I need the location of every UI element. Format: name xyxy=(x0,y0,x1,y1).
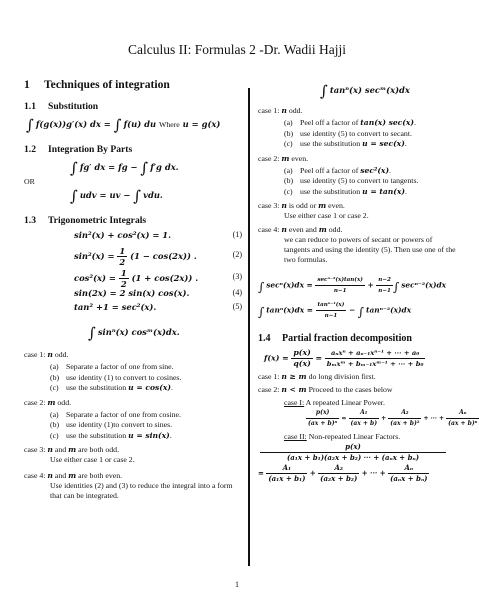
pfd-case-I: case I: A repeated Linear Power. xyxy=(284,398,385,407)
left-case-2-variable: m xyxy=(47,397,56,407)
identity-3: cos²(x) = $\frac{1}{2}$ (1 + cos(2x)) . (3) xyxy=(74,268,242,289)
nonrepeated-linear-formula: $\frac{p(x)}{\text{(a₁x + b₁)(a₂x + b₂) ··· + (aₙx + bₙ)}}$ = $\frac{\text{A₁}}{\text{(a₁x + b₁)}}$ + $\frac{\text{A₂}}{\text{(a₂x + b₂)}}$ + ··· + $\frac{\text{Aₙ}}{\text{(aₙx + bₙ)}}$ xyxy=(274,442,458,484)
list-item: (a) Separate a factor of one from sine. xyxy=(50,362,174,371)
list-item: (a) Peel off a factor of sec²(x). xyxy=(284,165,391,175)
right-case-4-note: we can reduce to powers of secant or powers of tangents and using the identity (5). Then use one of the two formulas. xyxy=(284,235,456,264)
page-title: Calculus II: Formulas 2 -Dr. Wadii Hajji xyxy=(127,42,346,57)
subsection-1-2-heading xyxy=(24,144,242,155)
right-case-3-label: case 3: xyxy=(258,201,280,210)
identity-1: sin²(x) + cos²(x) = 1. (1) xyxy=(74,230,242,240)
page-number: 1 xyxy=(235,580,239,589)
right-case-2-steps xyxy=(284,166,458,198)
subsection-1-1-title: Substitution xyxy=(48,101,99,112)
substitution-formula: ∫ f(g(x))g′(x) dx = ∫ f(u) du Where u = g(x) xyxy=(26,116,221,134)
subsection-1-3-title: Trigonometric Integrals xyxy=(48,215,147,226)
list-item: (b) use identity (5) to convert to tangents. xyxy=(284,176,419,185)
pfd-case-1: case 1: n ≥ m do long division first. xyxy=(258,372,376,381)
list-item: (c) use the substitution u = sec(x). xyxy=(284,139,407,148)
list-item: (c) use the substitution u = tan(x). xyxy=(284,186,407,196)
subsection-1-1-heading xyxy=(24,101,242,112)
left-case-1-label: case 1: xyxy=(24,350,46,359)
right-case-1: case 1: n odd. xyxy=(258,106,303,115)
right-case-2-label: case 2: xyxy=(258,153,280,163)
section-1-heading xyxy=(24,78,242,91)
column-divider xyxy=(248,88,250,566)
left-case-1-steps xyxy=(50,362,242,394)
eq-number-4: (4) xyxy=(232,288,242,297)
integration-by-parts-formula-1: ∫ fg′ dx = fg − ∫ f′g dx. xyxy=(70,159,179,177)
subsection-1-3-heading xyxy=(24,215,242,226)
sin-cos-integral: ∫ sinⁿ(x) cosᵐ(x)dx. xyxy=(88,324,180,342)
left-case-4-label: case 4: xyxy=(24,471,46,480)
subsection-1-1-number: 1.1 xyxy=(24,101,36,112)
eq-number-3: (3) xyxy=(232,272,242,281)
section-1-title: Techniques of integration xyxy=(44,78,170,91)
right-case-2: case 2: m even. xyxy=(258,153,309,163)
identity-5: tan² +1 = sec²(x). (5) xyxy=(74,302,242,312)
subsection-1-4-title: Partial fraction decomposition xyxy=(282,333,412,344)
partial-fraction-definition: f(x) = $\frac{p(x)}{q(x)}$ = $\frac{\text{aₙxⁿ + aₙ₋₁xⁿ⁻¹ + ··· + a₀}}{\text{bₘxᵐ + bₘ₋₁xᵐ⁻¹ + ··· + b₀}}$ xyxy=(264,348,424,368)
section-1-number: 1 xyxy=(24,78,30,91)
subsection-1-4-number: 1.4 xyxy=(258,333,271,344)
list-item: (a) Peel off a factor of tan(x) sec(x). xyxy=(284,118,416,127)
left-case-3-label: case 3: xyxy=(24,445,46,454)
left-case-1-variable: n xyxy=(47,350,53,359)
subsection-1-3-number: 1.3 xyxy=(24,215,36,226)
left-case-2-label: case 2: xyxy=(24,397,46,407)
secant-reduction-formula: ∫ secⁿ(x)dx = $\frac{\text{secⁿ⁻²(x)tan(x)}}{n-1}$ + $\frac{n-2}{n-1}$ ∫ secⁿ⁻²(x)dx xyxy=(258,277,447,294)
subsection-1-4-heading xyxy=(258,333,458,344)
right-case-1-label: case 1: xyxy=(258,106,280,115)
left-case-2 xyxy=(24,398,242,408)
left-case-2-steps xyxy=(50,410,242,442)
eq-number-5: (5) xyxy=(232,302,242,311)
eq-number-1: (1) xyxy=(232,230,242,239)
integration-by-parts-formula-2: ∫ udv = uv − ∫ vdu. xyxy=(70,187,163,205)
right-case-4-label: case 4: xyxy=(258,225,280,234)
eq-number-2: (2) xyxy=(232,250,242,259)
list-item: (c) use the substitution u = cos(x). xyxy=(50,383,173,392)
left-case-3: case 3: n and m are both odd. xyxy=(24,445,120,454)
left-case-1 xyxy=(24,350,242,360)
right-case-1-steps xyxy=(284,118,458,150)
subsection-1-2-number: 1.2 xyxy=(24,144,36,155)
identity-4: sin(2x) = 2 sin(x) cos(x). (4) xyxy=(74,288,242,298)
list-item: (c) use the substitution u = sin(x). xyxy=(50,430,172,440)
left-column xyxy=(24,78,242,501)
left-case-2-condition: odd. xyxy=(57,397,72,407)
left-case-4-note: Use identities (2) and (3) to reduce the integral into a form that can be integrated. xyxy=(50,481,233,500)
list-item: (a) Separate a factor of one from cosine. xyxy=(50,409,181,419)
list-item: (b) use identity (5) to convert to secant. xyxy=(284,128,412,138)
list-item: (b) use identity (1)to convert to sines. xyxy=(50,420,173,429)
where-word: Where xyxy=(158,120,180,129)
tan-sec-integral: ∫ tanⁿ(x) secᵐ(x)dx xyxy=(320,82,410,100)
right-case-4: case 4: n even and m odd. xyxy=(258,225,343,234)
right-case-3: case 3: n is odd or m even. xyxy=(258,201,345,210)
right-column xyxy=(258,82,478,484)
pfd-case-II: case II: Non-repeated Linear Factors. xyxy=(284,432,401,441)
left-case-3-note: Use either case 1 or case 2. xyxy=(50,455,135,464)
pfd-case-2: case 2: n < m Proceed to the cases below xyxy=(258,385,393,394)
subsection-1-2-title: Integration By Parts xyxy=(48,144,133,155)
left-case-4: case 4: n and m are both even. xyxy=(24,471,123,480)
repeated-linear-formula: $\frac{p(x)}{\text{(ax + b)ⁿ}}$ = $\frac{\text{A₁}}{(ax + b)}$ + $\frac{\text{A₂}}{\text{(ax + b)²}}$ + ··· + $\frac{\text{Aₙ}}{\text{(ax + b)ⁿ}}$ xyxy=(308,409,478,427)
right-case-3-note: Use either case 1 or case 2. xyxy=(284,211,369,220)
left-case-1-condition: odd. xyxy=(54,350,69,359)
or-label: OR xyxy=(24,177,35,186)
list-item: (b) use identity (1) to convert to cosines. xyxy=(50,372,182,382)
identity-2: sin²(x) = $\frac{1}{2}$ (1 − cos(2x)) . (2) xyxy=(74,246,242,267)
tangent-reduction-formula: ∫ tanⁿ(x)dx = $\frac{\text{tanⁿ⁻¹(x)}}{n-1}$ − ∫ tanⁿ⁻²(x)dx xyxy=(258,302,412,319)
